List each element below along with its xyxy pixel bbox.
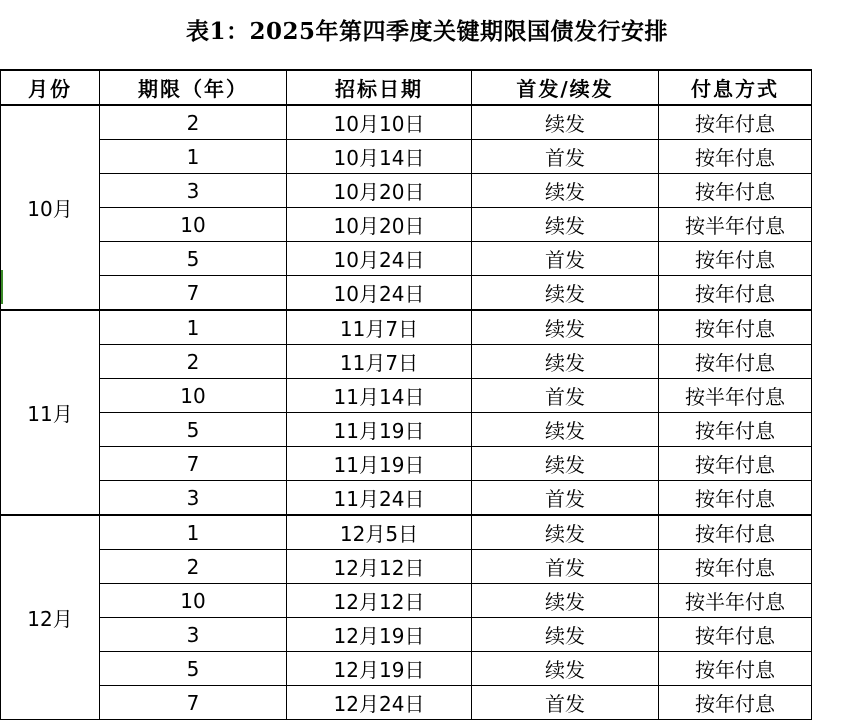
auction-date-cell: 12月12日 [287,550,472,584]
table-row [1,105,812,140]
auction-date-cell: 10月10日 [287,105,472,140]
payment-method-cell: 按年付息 [659,105,812,140]
issue-type-cell: 首发 [472,379,659,413]
auction-date-cell: 11月19日 [287,447,472,481]
auction-date-cell: 12月5日 [287,515,472,550]
term-cell: 2 [100,345,287,379]
month-cell: 12月 [1,515,100,720]
table-row [1,379,812,413]
auction-date-cell: 10月20日 [287,208,472,242]
term-cell: 1 [100,140,287,174]
issue-type-cell: 续发 [472,208,659,242]
term-cell: 5 [100,413,287,447]
issue-type-cell: 续发 [472,447,659,481]
issue-type-cell: 续发 [472,515,659,550]
auction-date-cell: 10月24日 [287,242,472,276]
issue-type-cell: 首发 [472,140,659,174]
header-payment-method: 付息方式 [659,70,812,105]
payment-method-cell: 按年付息 [659,413,812,447]
table-row [1,208,812,242]
table-row [1,584,812,618]
auction-date-cell: 11月24日 [287,481,472,516]
table-body [1,105,812,720]
payment-method-cell: 按年付息 [659,447,812,481]
table-row [1,447,812,481]
table-row [1,686,812,720]
payment-method-cell: 按年付息 [659,242,812,276]
term-cell: 5 [100,652,287,686]
table-row [1,550,812,584]
header-term: 期限（年） [100,70,287,105]
payment-method-cell: 按年付息 [659,345,812,379]
header-issue-type: 首发/续发 [472,70,659,105]
issue-type-cell: 续发 [472,105,659,140]
term-cell: 2 [100,550,287,584]
auction-date-cell: 11月14日 [287,379,472,413]
payment-method-cell: 按年付息 [659,174,812,208]
header-row [1,70,812,105]
auction-date-cell: 10月14日 [287,140,472,174]
term-cell: 3 [100,481,287,516]
table-row [1,618,812,652]
auction-date-cell: 12月19日 [287,652,472,686]
payment-method-cell: 按年付息 [659,481,812,516]
table-row [1,140,812,174]
issue-type-cell: 续发 [472,345,659,379]
auction-date-cell: 11月7日 [287,345,472,379]
issue-type-cell: 续发 [472,413,659,447]
term-cell: 3 [100,618,287,652]
table-row [1,345,812,379]
header-auction-date: 招标日期 [287,70,472,105]
issue-type-cell: 续发 [472,618,659,652]
auction-date-cell: 12月19日 [287,618,472,652]
table-title: 表1：2025年第四季度关键期限国债发行安排 [185,18,669,45]
term-cell: 10 [100,208,287,242]
month-cell: 11月 [1,310,100,515]
term-cell: 7 [100,686,287,720]
payment-method-cell: 按半年付息 [659,379,812,413]
payment-method-cell: 按年付息 [659,686,812,720]
auction-date-cell: 12月24日 [287,686,472,720]
issue-type-cell: 首发 [472,242,659,276]
term-cell: 10 [100,584,287,618]
payment-method-cell: 按年付息 [659,618,812,652]
auction-date-cell: 10月24日 [287,276,472,311]
issue-type-cell: 首发 [472,686,659,720]
auction-date-cell: 11月19日 [287,413,472,447]
header-month: 月份 [1,70,100,105]
term-cell: 3 [100,174,287,208]
payment-method-cell: 按年付息 [659,310,812,345]
payment-method-cell: 按半年付息 [659,208,812,242]
table-row [1,242,812,276]
table-row [1,515,812,550]
term-cell: 2 [100,105,287,140]
payment-method-cell: 按半年付息 [659,584,812,618]
payment-method-cell: 按年付息 [659,652,812,686]
table-row [1,652,812,686]
table-row [1,276,812,311]
term-cell: 5 [100,242,287,276]
issue-type-cell: 首发 [472,550,659,584]
term-cell: 7 [100,447,287,481]
term-cell: 1 [100,310,287,345]
payment-method-cell: 按年付息 [659,515,812,550]
issue-type-cell: 首发 [472,481,659,516]
payment-method-cell: 按年付息 [659,276,812,311]
issuance-schedule-table [0,69,812,720]
term-cell: 7 [100,276,287,311]
term-cell: 10 [100,379,287,413]
payment-method-cell: 按年付息 [659,140,812,174]
auction-date-cell: 12月12日 [287,584,472,618]
issue-type-cell: 续发 [472,584,659,618]
auction-date-cell: 10月20日 [287,174,472,208]
issue-type-cell: 续发 [472,652,659,686]
table-row [1,174,812,208]
table-row [1,481,812,516]
issue-type-cell: 续发 [472,174,659,208]
month-cell: 10月 [1,105,100,310]
issue-type-cell: 续发 [472,310,659,345]
term-cell: 1 [100,515,287,550]
payment-method-cell: 按年付息 [659,550,812,584]
auction-date-cell: 11月7日 [287,310,472,345]
issue-type-cell: 续发 [472,276,659,311]
table-row [1,413,812,447]
table-row [1,310,812,345]
